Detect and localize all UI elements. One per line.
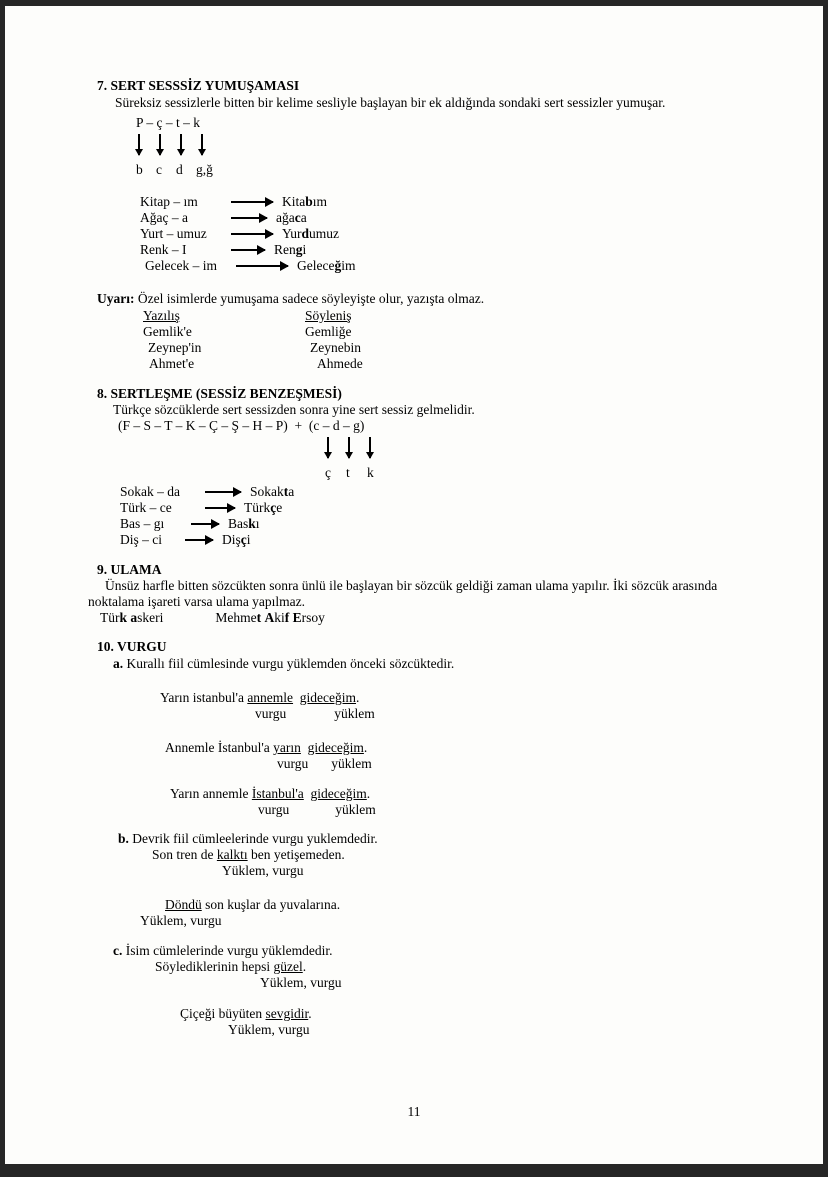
example-sentence: Çiçeği büyüten sevgidir. [180, 1006, 312, 1021]
col-yazilis [143, 308, 305, 324]
s8-formula [5, 418, 823, 481]
s7-arrow-row [136, 131, 823, 162]
warning-text: Özel isimlerde yumuşama sadece söyleyişte olur, yazışta olmaz. [137, 291, 485, 306]
example-sentence: Annemle İstanbul'a yarın gideceğim. [165, 740, 368, 755]
down-arrow-icon [159, 134, 161, 155]
rule-b-label: b. [118, 831, 129, 846]
right-arrow-icon [231, 233, 273, 235]
soft-letter: c [156, 162, 162, 177]
vurgu-label: vurgu [258, 802, 290, 817]
example-source: Sokak – da [120, 484, 180, 499]
s7-examples [5, 194, 823, 274]
s7-hard-letters: P – ç – t – k [136, 115, 200, 130]
right-arrow-icon [205, 491, 241, 493]
rule-a [113, 656, 823, 672]
example-sentence: Son tren de kalktı ben yetişemeden. [152, 847, 345, 862]
example-result: Türkçe [244, 500, 283, 515]
example-source: Diş – ci [120, 532, 162, 547]
down-arrow-icon [348, 437, 350, 458]
down-arrow-icon [201, 134, 203, 155]
example-row [140, 242, 823, 258]
ulama-example: Mehmet Akif Ersoy [215, 610, 325, 625]
example-row [120, 532, 823, 548]
example-result: Sokakta [250, 484, 295, 499]
s8-result-letters [325, 465, 823, 481]
soft-letter: d [176, 162, 183, 177]
example-row [140, 194, 823, 210]
example-source: Yurt – umuz [140, 226, 207, 241]
right-arrow-icon [231, 201, 273, 203]
example-result: Geleceğim [297, 258, 356, 273]
spoken-form: Ahmede [317, 356, 363, 371]
example-row [140, 226, 823, 242]
down-arrow-icon [369, 437, 371, 458]
example-row [120, 516, 823, 532]
spoken-form: Gemliğe [305, 324, 352, 339]
example-source: Renk – I [140, 242, 187, 257]
example-result: Baskı [228, 516, 260, 531]
soft-letter: b [136, 162, 143, 177]
result-letter: k [367, 465, 374, 480]
written-form: Ahmet'e [149, 356, 195, 371]
spoken-form: Zeynebin [310, 340, 361, 355]
right-arrow-icon [236, 265, 288, 267]
s8-examples [5, 484, 823, 548]
s7-formula [136, 115, 823, 178]
yuklem-label: yüklem [334, 706, 375, 721]
section-yumusama [5, 78, 823, 372]
yuklem-vurgu-label: Yüklem, vurgu [222, 863, 304, 878]
example-labels [160, 706, 823, 722]
rule-b-text: Devrik fiil cümleelerinde vurgu yuklemdedir. [132, 831, 378, 846]
example-sentence: Yarın annemle İstanbul'a gideceğim. [170, 786, 371, 801]
section-7-intro: Süreksiz sessizlerle bitten bir kelime sesliyle başlayan bir ek aldığında sondaki sert sessizler yumuşar. [115, 95, 666, 110]
vurgu-label: vurgu [277, 756, 309, 771]
section-sertlesme [5, 386, 823, 548]
yuklem-vurgu-label: Yüklem, vurgu [140, 913, 222, 928]
example-result: Rengi [274, 242, 307, 257]
s9-examples [100, 610, 823, 626]
example-row [140, 210, 823, 226]
down-arrow-icon [138, 134, 140, 155]
section-8-intro: Türkçe sözcüklerde sert sessizden sonra yine sert sessiz gelmelidir. [113, 402, 475, 417]
section-ulama [5, 562, 823, 626]
rule-b [118, 831, 823, 847]
example-result: Kitabım [282, 194, 328, 209]
result-letter: ç [325, 465, 331, 480]
yuklem-vurgu-label: Yüklem, vurgu [260, 975, 342, 990]
rule-c [113, 943, 823, 959]
section-10-title: 10. VURGU [97, 639, 167, 654]
vurgu-example [170, 786, 823, 818]
s7-warning [97, 291, 823, 307]
example-result: ağaca [276, 210, 307, 225]
s7-table [143, 308, 823, 372]
example-sentence: Yarın istanbul'a annemle gideceğim. [160, 690, 360, 705]
page-number: 11 [407, 1104, 421, 1119]
example-source: Bas – gı [120, 516, 165, 531]
s8-formula-text: (F – S – T – K – Ç – Ş – H – P) + (c – d – g) [118, 418, 365, 433]
rule-a-label: a. [113, 656, 124, 671]
example-row [120, 484, 823, 500]
section-7-title: 7. SERT SESSSİZ YUMUŞAMASI [97, 78, 300, 93]
example-row [145, 258, 823, 274]
table-header-row [143, 308, 823, 324]
col-soylenis-label: Söyleniş [305, 308, 352, 323]
example-sentence: Döndü son kuşlar da yuvalarına. [165, 897, 341, 912]
col-yazilis-label: Yazılış [143, 308, 180, 323]
s8-arrow-row [327, 434, 823, 465]
ulama-example: Türk askeri [100, 610, 164, 625]
table-row [143, 340, 823, 356]
yuklem-label: yüklem [331, 756, 372, 771]
result-letter: t [346, 465, 350, 480]
example-result: Yurdumuz [282, 226, 340, 241]
vurgu-example [160, 690, 823, 722]
example-source: Ağaç – a [140, 210, 188, 225]
section-9-intro: Ünsüz harfle bitten sözcükten sonra ünlü ile başlayan bir sözcük geldiği zaman ulama yapılır. İki sözcük arasında noktalama işareti varsa ulama yapılmaz. [88, 578, 718, 609]
table-row [143, 324, 823, 340]
right-arrow-icon [185, 539, 213, 541]
rule-c-text: İsim cümlelerinde vurgu yüklemdedir. [125, 943, 333, 958]
example-sentence: Söylediklerinin hepsi güzel. [155, 959, 307, 974]
yuklem-label: yüklem [335, 802, 376, 817]
right-arrow-icon [231, 249, 265, 251]
example-labels [165, 756, 823, 772]
yuklem-vurgu-label: Yüklem, vurgu [228, 1022, 310, 1037]
section-8-title: 8. SERTLEŞME (SESSİZ BENZEŞMESİ) [97, 386, 342, 401]
right-arrow-icon [205, 507, 235, 509]
example-row [120, 500, 823, 516]
rule-a-text: Kurallı fiil cümlesinde vurgu yüklemden önceki sözcüktedir. [126, 656, 455, 671]
example-source: Kitap – ım [140, 194, 198, 209]
down-arrow-icon [327, 437, 329, 458]
warning-label: Uyarı: [97, 291, 135, 306]
example-result: Dişçi [222, 532, 251, 547]
section-9-title: 9. ULAMA [97, 562, 162, 577]
right-arrow-icon [191, 523, 219, 525]
table-row [143, 356, 823, 372]
down-arrow-icon [180, 134, 182, 155]
rule-c-label: c. [113, 943, 123, 958]
right-arrow-icon [231, 217, 267, 219]
written-form: Gemlik'e [143, 324, 192, 339]
soft-letter: g,ğ [196, 162, 213, 177]
document-page [5, 6, 823, 1164]
vurgu-label: vurgu [255, 706, 287, 721]
example-source: Gelecek – im [145, 258, 217, 273]
example-labels [170, 802, 823, 818]
written-form: Zeynep'in [148, 340, 202, 355]
example-source: Türk – ce [120, 500, 172, 515]
vurgu-example [165, 740, 823, 772]
section-vurgu [5, 639, 823, 1038]
s7-soft-letters [136, 162, 823, 178]
